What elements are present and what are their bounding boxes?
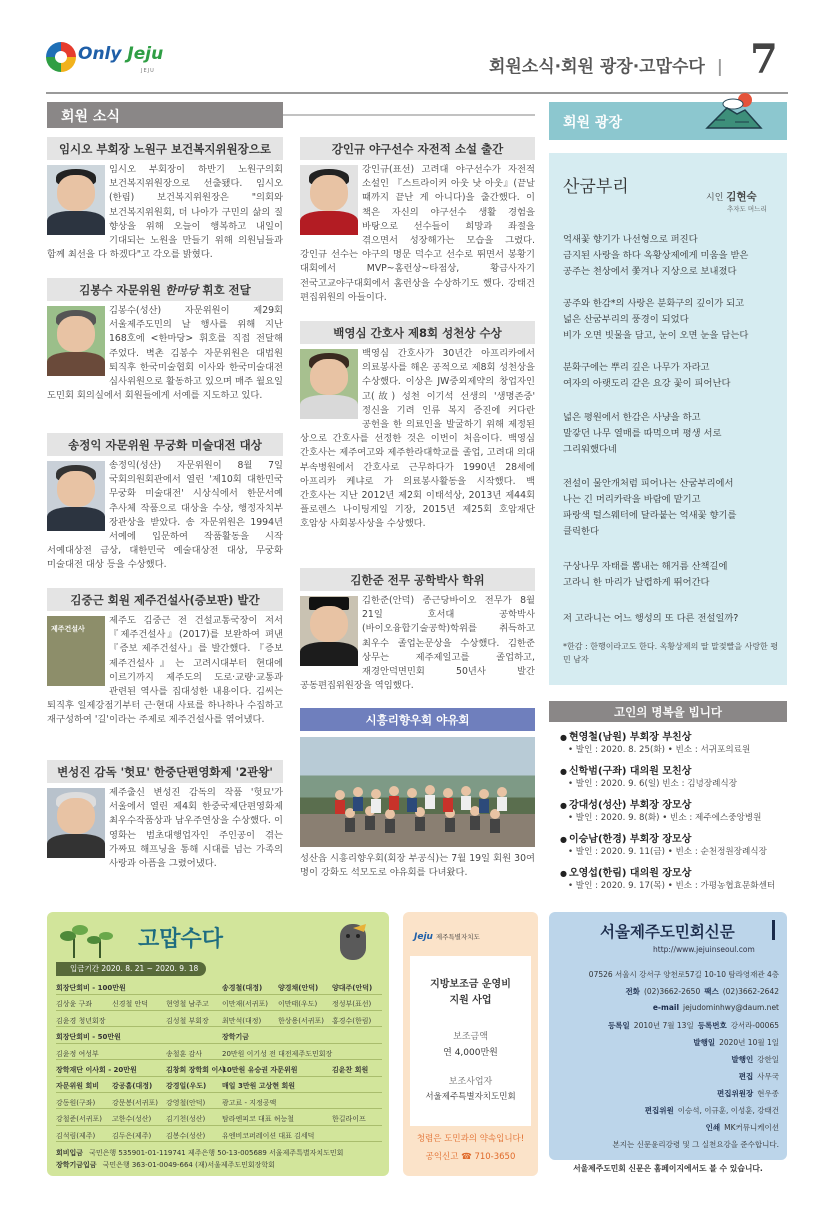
donation-cell: 김상윤 구좌 — [56, 1000, 93, 1009]
detail-value: 사무국 — [757, 1072, 779, 1081]
poem-line: 여자의 아랫도리 같은 요강 꽃이 피어난다 — [563, 378, 731, 389]
newspaper-title: 서울제주도민회신문 — [600, 923, 735, 941]
memorial-title: 고인의 명복을 빕니다 — [549, 701, 787, 722]
poem-line: 그리워했다네 — [563, 444, 617, 455]
integrity-slogan: 청렴은 도민과의 약속입니다! — [416, 1134, 525, 1144]
memorial-info: • 발인 : 2020. 9. 6(일) 빈소 : 김녕장례식장 — [568, 779, 738, 789]
donation-cell: 회장단회비 - 50만원 — [56, 1033, 121, 1042]
donation-cell: 자문위원 회비 — [56, 1082, 100, 1091]
newspaper-address: 07526 서울시 강서구 양천로57길 10-10 탐라영재관 4층 — [588, 970, 779, 979]
donation-cell: 탐라엔피코 대표 허능철 — [222, 1115, 295, 1124]
deposit-period: 입금기간 2020. 8. 21 ~ 2020. 9. 18 — [56, 962, 206, 976]
plant-icon — [60, 918, 116, 958]
newspaper-detail — [735, 1071, 779, 1082]
article-1-headline: 임시오 부회장 노원구 보건복지위원장으로 — [47, 137, 283, 160]
donation-cell: 김두은(제주) — [112, 1131, 152, 1140]
donation-cell: 한길라이프 — [332, 1115, 366, 1124]
poem-line: 고라니 한 마리가 날렵하게 뛰어간다 — [563, 577, 710, 588]
title-accent-bar — [772, 920, 775, 940]
donation-cell: 강공흠(대정) — [112, 1082, 153, 1091]
detail-value: (02)3662-2650 — [643, 987, 701, 996]
donation-cell: 매일 3만원 고상현 회원 — [222, 1082, 296, 1091]
newspaper-url[interactable]: http://www.jejuinseoul.com — [653, 945, 755, 954]
subsidy-amount: 연 4,000만원 — [443, 1048, 498, 1058]
donation-cell: 강문봉(서귀포) — [112, 1098, 159, 1107]
memorial-info: • 발인 : 2020. 9. 8(화) • 빈소 : 제주에스중앙병원 — [568, 813, 762, 823]
donation-cell: 강철준(서귀포) — [56, 1115, 103, 1124]
article-8-body: 김한준(안덕) 종근당바이오 전무가 8월 21일 호서대 공학박사(바이오융합기술공학)학위를 취득하고 최우수 졸업논문상을 수상했다. 김한준 상무는 제주제일고를 졸업하고, 재경안덕면민회 50년사 발간 공동편집위원장을 역임했다. — [300, 595, 535, 692]
donation-cell: 장학재단 이사회 - 20만원 — [56, 1066, 137, 1074]
detail-label: e-mail — [652, 1003, 680, 1012]
header-rule — [46, 92, 788, 94]
article-4-headline: 김중근 회원 제주건설사(증보판) 발간 — [47, 588, 283, 611]
newspaper-detail — [713, 1088, 779, 1099]
donation-cell: 고한수(성산) — [112, 1115, 152, 1124]
detail-value: 강서라-00065 — [730, 1021, 779, 1030]
article-5-body: 제주출신 변성진 감독의 작품 '헛묘'가 서울에서 열린 제4회 한중국제단편영화제 최우수작품상과 남우주연상을 수상했다. 이 영화는 범초대행업자인 주인공이 겪는 가짜묘 해프닝을 통해 시대를 넘는 가족의 사랑과 아픔을 그렸어냈다. — [109, 787, 283, 870]
newspaper-detail — [702, 1122, 779, 1133]
detail-label: 발행인 — [731, 1055, 754, 1064]
donation-cell: 회장단회비 - 100만원 — [56, 984, 126, 992]
poem-title: 산굼부리 — [563, 177, 629, 197]
poem-line: 넓은 산굼부리의 풍경이 되었다 — [563, 314, 689, 325]
detail-label: 등록번호 — [697, 1021, 727, 1030]
donation-cell: 송경철(대정) — [222, 984, 263, 992]
member-plaza-section-bar: 회원 광장 — [549, 102, 787, 140]
newspaper-detail — [604, 1020, 779, 1031]
donation-cell: 김봉수(성산) — [166, 1131, 206, 1140]
detail-value: 이승석, 이규훈, 이성훈, 강태건 — [677, 1106, 779, 1115]
article-6-body: 강인규(표선) 고려대 야구선수가 자전적 소설인 『스트라이커 아웃 낫 아웃』(끝날 때까지 끝난 게 아니다)을 출간했다. 이 책은 자신의 야구선수 생활 경험을 바탕으로 선수들이 희망과 좌절을 겪으면서 성장해가는 모습을 그렸다. 강인규 선수는 야구의 명문 덕수고 선수로 뛰면서 봉황기 대회에서 MVP~홈런상~타점상, 황금사자기 전국고교야구대회에서 홈런상을 수상하기도 했다. 강태건 편집위원의 아들이다. — [300, 164, 535, 303]
donation-cell: 김기천(성산) — [166, 1115, 206, 1124]
donation-cell: 20만원 이기성 전 대전제주도민회장 — [222, 1049, 333, 1058]
detail-label: 등록일 — [608, 1021, 630, 1030]
donation-cell: 홍경수(한림) — [332, 1016, 372, 1025]
poem-line: 비가 오면 빗물을 담고, 눈이 오면 눈을 담는다 — [563, 330, 749, 341]
donation-cell: 김윤경 청년회장 — [56, 1016, 106, 1025]
donation-cell: 정성부(표선) — [332, 1000, 372, 1009]
poem-line: 말갛던 나무 열매를 따먹으며 평생 서로 — [563, 428, 722, 439]
poem-line: 공주는 천상에서 쫓겨나 지상으로 보내졌다 — [563, 266, 737, 277]
subsidy-title-2: 지원 사업 — [449, 995, 492, 1006]
poem-line: 파랑색 털스웨터에 달라붙는 억새꽃 향기를 — [563, 510, 737, 521]
detail-value: MK커뮤니케이션 — [724, 1123, 779, 1132]
donation-row — [56, 1062, 382, 1077]
donation-cell: 송철훈 감사 — [166, 1049, 203, 1058]
poem-line: 나는 긴 머리카락을 바람에 맡기고 — [563, 494, 701, 505]
detail-value: jejudominhwy@daum.net — [683, 1003, 779, 1012]
article-3-body: 송정익(성산) 자문위원이 8월 7일 국회의원회관에서 열린 '제10회 대한민국 무궁화 미술대전' 시상식에서 한문서예 추사체 작품으로 대상을 수상, 행정자치부 장관상을 받았다. 송 자문위원은 1994년 서예에 입문하여 작품활동을 시작 서예대상전 금상, 대한민국 예술대상전 대상, 무궁화 미술대전 대상 등을 수상했다. — [47, 460, 283, 571]
page-number: 7 — [750, 36, 778, 83]
article-4-book-cover: 제주건설사 — [47, 616, 105, 686]
memorial-name: ● 신학범(구좌) 대의원 모친상 — [560, 762, 691, 777]
donation-row — [56, 996, 382, 1011]
donation-row — [56, 1078, 382, 1093]
logo-ring-icon — [46, 42, 76, 72]
detail-label: 편집위원장 — [717, 1089, 754, 1098]
newspaper-detail — [641, 1105, 779, 1116]
donation-cell: 이만태(우도) — [278, 1000, 318, 1009]
detail-label: 전화 — [625, 987, 640, 996]
donation-cell: 강경일(우도) — [166, 1082, 207, 1091]
ethics-policy: 본지는 신문윤리강령 및 그 실천요강을 준수합니다. — [612, 1140, 779, 1149]
detail-label: 인쇄 — [705, 1123, 721, 1132]
poem-line: 분화구에는 뿌리 깊은 나무가 자라고 — [563, 362, 710, 373]
article-5-headline: 변성진 감독 '헛묘' 한중단편영화제 '2관왕' — [47, 760, 283, 783]
donation-cell: 김성철 부회장 — [166, 1016, 209, 1025]
poem-author: 시인 김현숙 — [706, 191, 757, 203]
detail-label: 팩스 — [704, 987, 719, 996]
donation-cell: 장학기금 — [222, 1033, 250, 1042]
detail-value: 현우종 — [757, 1089, 779, 1098]
donation-row — [56, 1128, 382, 1143]
article-2-body: 김봉수(성산) 자문위원이 제29회 서울제주도민의 날 행사를 위해 지난 168호에 <한마당> 휘호를 직접 전달해 주었다. 벽촌 김봉수 자문위원은 대법원 퇴직후 한국미술협회 이사와 한국미술대전 심사위원으로 활동하고 있으며 매주 월요일 도민회 회의실에서 회원들에게 서예를 지도하고 있다. — [47, 305, 283, 402]
poem-line: 넓은 평원에서 한감은 사냥을 하고 — [563, 412, 701, 423]
memorial-info: • 발인 : 2020. 9. 11(금) • 빈소 : 순천정원장례식장 — [568, 847, 767, 857]
group-outing-photo — [300, 737, 535, 847]
subsidy-amount-label: 보조금액 — [453, 1032, 488, 1042]
homepage-notice: 서울제주도민회 신문은 홈페이지에서도 볼 수 있습니다. — [573, 1164, 763, 1173]
article-8-headline: 김한준 전무 공학박사 학위 — [300, 568, 535, 591]
logo-text: Only Jeju — [78, 44, 164, 64]
donation-row — [56, 1111, 382, 1126]
detail-label: 편집 — [738, 1072, 754, 1081]
article-2-headline: 김봉수 자문위원 한마당 휘호 전달 — [47, 278, 283, 301]
donation-cell: 유엔비코퍼레이션 대표 김세덕 — [222, 1131, 315, 1140]
newspaper-detail — [649, 1003, 779, 1012]
memorial-name: ● 현영철(남원) 부회장 부친상 — [560, 728, 691, 743]
article-4-body: 제주도 김중근 전 건설교통국장이 저서 『제주건설사』(2017)를 보완하여 펴낸 『증보 제주건설사』를 발간했다. 『증보 제주건설사』는 고려시대부터 현대에 이르기까지 제주도의 도로·교량·교통과 관련된 역사를 집대성한 내용이다. 김씨는 퇴직후 일제강점기부터 근·현대 사료를 하나하나 수집하고 재구성하여 '길'이라는 주제로 제주건설사를 엮어냈다. — [47, 615, 283, 726]
memorial-name: ● 강대성(성산) 부회장 장모상 — [560, 796, 691, 811]
detail-value: (02)3662-2642 — [722, 987, 779, 996]
donation-row — [56, 1095, 382, 1110]
subsidy-operator: 서울제주특별자치도민회 — [425, 1092, 516, 1102]
donation-cell: 한상용(서귀포) — [278, 1016, 325, 1025]
donation-cell: 10만원 유승권 자문위원 — [222, 1066, 298, 1074]
memorial-name: ● 이승남(한경) 부회장 장모상 — [560, 830, 691, 845]
donation-cell: 신경철 안덕 — [112, 1000, 149, 1009]
newspaper-detail — [621, 986, 779, 997]
donation-cell: 김윤찬 회원 — [332, 1066, 369, 1074]
article-1-body: 임시오 부회장이 하반기 노원구의회 보건복지위원장으로 선출됐다. 임시오(한림) 보건복지위원장은 "의회와 보건복지위원회, 더 나아가 구민의 삶의 질 향상을 위해 오늘이 행복하고 내일이 기대되는 노원을 만들기 위해 의원님들과 함께 최선을 다 하겠다"고 각오를 밝혔다. — [47, 164, 283, 261]
memorial-info: • 발인 : 2020. 9. 17(목) • 빈소 : 가평농협효문화센터 — [568, 881, 776, 891]
subsidy-operator-label: 보조사업자 — [448, 1077, 493, 1087]
donation-row — [56, 1013, 382, 1028]
article-7-headline: 백영심 간호사 제8회 성천상 수상 — [300, 321, 535, 344]
page-header — [0, 0, 835, 100]
donations-title: 고맙수다 — [138, 927, 224, 952]
donation-cell: 김윤정 여성부 — [56, 1049, 99, 1058]
poem-line: 전설이 물안개처럼 피어나는 산굼부리에서 — [563, 478, 734, 489]
section-rule — [283, 114, 535, 116]
poem-footnote: *한감 : 한행이라고도 한다. 옥황상제의 딸 말젖빨을 사랑한 평민 남자 — [563, 642, 779, 664]
detail-label: 편집위원 — [644, 1106, 674, 1115]
memorial-info: • 발인 : 2020. 8. 25(화) • 빈소 : 서귀포의료원 — [568, 745, 751, 755]
member-news-section-bar: 회원 소식 — [47, 102, 283, 128]
newspaper-detail — [689, 1037, 779, 1048]
article-9-headline: 시흥리향우회 야유회 — [300, 708, 535, 731]
donation-cell: 양경채(안덕) — [278, 984, 319, 992]
donation-cell: 김창희 장학회 이사 — [166, 1066, 225, 1074]
donation-row — [56, 1029, 382, 1044]
poem-author-affiliation: 추자도 머느리 — [727, 205, 767, 213]
scholarship-account: 장학기금입금 국민은행 363-01-0049-664 (재)서울제주도민회장학회 — [56, 1161, 275, 1169]
donation-row — [56, 980, 382, 995]
poem-line: 억새꽃 향기가 나선형으로 퍼진다 — [563, 234, 698, 245]
jeju-province-logo: Jeju 제주특별자치도 — [414, 932, 480, 942]
memorial-name: ● 오영섭(한림) 대의원 장모상 — [560, 864, 691, 879]
poem-line: 구상나무 자태를 뽐내는 해거름 산책길에 — [563, 561, 728, 572]
logo-sub: JEJU — [141, 68, 155, 74]
section-title: 회원소식·회원 광장·고맙수다 | — [488, 57, 723, 77]
report-hotline: 공익신고 ☎ 710-3650 — [425, 1152, 516, 1162]
donation-cell: 강영철(안덕) — [166, 1098, 206, 1107]
donation-cell: 현영철 남주고 — [166, 1000, 209, 1009]
subsidy-title-1: 지방보조금 운영비 — [430, 979, 511, 990]
mountain-icon — [705, 90, 763, 130]
only-jeju-logo — [46, 40, 164, 80]
article-6-headline: 강인규 야구선수 자전적 소설 출간 — [300, 137, 535, 160]
poem-line: 금지된 사랑을 하다 옥황상제에게 미움을 받은 — [563, 250, 749, 261]
dues-account: 회비입금 국민은행 535901-01-119741 제주은행 50-13-005689 서울제주특별자치도민회 — [56, 1149, 344, 1157]
group-figures — [300, 737, 535, 847]
donation-cell: 이만재(서귀포) — [222, 1000, 269, 1009]
donation-cell: 최만석(대정) — [222, 1016, 262, 1025]
article-3-headline: 송정익 자문위원 무궁화 미술대전 대상 — [47, 433, 283, 456]
article-7-body: 백영심 간호사가 30년간 아프리카에서 의료봉사를 해온 공적으로 제8회 성천상을 수상했다. 이상은 JW중외제약의 창업자인 고(故) 성천 이기석 선생의 '생명존중' 정신을 기려 인류 복지 증진에 커다란 공헌을 한 의료인을 발굴하기 위해 제정된 상으로 간호사를 선정한 것은 이번이 처음이다. 백영심 간호사는 제주여고와 제주한라대학교를 졸업, 고려대 의대 부속병원에서 간호사로 근무하다가 1990년 28세에 아프리카 케냐로 가 의료봉사활동을 시작했다. 백 간호사는 지난 2012년 제2회 이태석상, 2013년 제44회 플로렌스 나이팅게일 기장, 2015년 제25회 호암재단 호암상 사회봉사상을 수상했다. — [300, 348, 535, 530]
detail-label: 발행일 — [693, 1038, 716, 1047]
detail-value: 강한일 — [757, 1055, 779, 1064]
detail-value: 2010년 7월 13일 — [633, 1021, 694, 1030]
donation-row — [56, 1046, 382, 1061]
donation-cell: 양대주(안덕) — [332, 984, 373, 992]
poem-line: 저 고라니는 어느 행성의 또 다른 전설일까? — [563, 613, 739, 624]
article-9-body: 성산읍 시흥리향우회(회장 부공식)는 7월 19일 회원 30여 명이 강화도 석모도로 야유회를 다녀왔다. — [300, 853, 535, 879]
stone-statue-icon — [326, 918, 382, 962]
poem-line: 클릭한다 — [563, 526, 599, 537]
poem-line: 공주와 한감*의 사랑은 분화구의 깊이가 되고 — [563, 298, 745, 309]
newspaper-detail — [728, 1054, 780, 1065]
donation-cell: 강동원(구좌) — [56, 1098, 96, 1107]
donation-cell: 광고료 - 지정공액 — [222, 1098, 277, 1107]
donation-cell: 김석림(제주) — [56, 1131, 96, 1140]
detail-value: 2020년 10월 1일 — [719, 1038, 779, 1047]
